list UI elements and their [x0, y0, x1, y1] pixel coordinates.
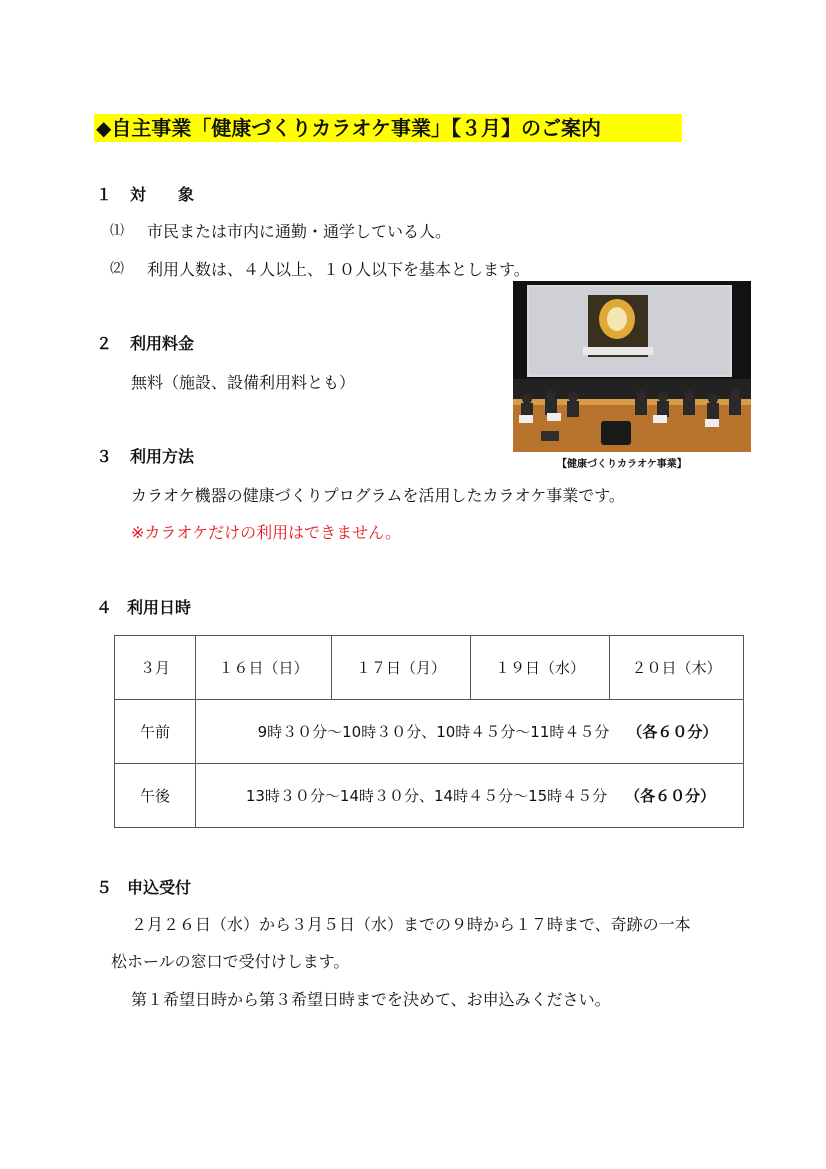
fee-text: 無料（施設、設備利用料とも） — [131, 373, 356, 392]
usage-note: ※カラオケだけの利用はできません。 — [131, 523, 402, 542]
item-2-marker: ⑵ — [110, 261, 124, 277]
section-5-heading: 申込受付 — [127, 878, 192, 897]
day-cell: １７日（月） — [332, 636, 471, 700]
application-line-2: 松ホールの窓口で受付けします。 — [111, 952, 350, 971]
karaoke-photo-illustration — [513, 281, 751, 452]
section-5-number: ５ — [96, 878, 113, 897]
section-4-number: ４ — [96, 598, 113, 617]
period-label: 午前 — [115, 700, 196, 764]
schedule-row-morning — [115, 700, 744, 764]
section-1-heading: 対 象 — [130, 185, 195, 204]
schedule-table — [114, 635, 744, 828]
time-cell — [196, 764, 744, 828]
time-cell — [196, 700, 744, 764]
photo-caption: 【健康づくりカラオケ事業】 — [557, 459, 687, 470]
time-range: 13時３０分～14時３０分、14時４５分～15時４５分 — [245, 787, 608, 805]
duration: （各６０分） — [625, 787, 716, 805]
duration: （各６０分） — [627, 723, 718, 741]
day-cell: １６日（日） — [196, 636, 332, 700]
section-4-heading: 利用日時 — [127, 598, 192, 617]
schedule-header-row — [115, 636, 744, 700]
day-cell: １９日（水） — [471, 636, 610, 700]
month-cell: ３月 — [115, 636, 196, 700]
section-2-heading: 利用料金 — [130, 334, 195, 353]
item-2-text: 利用人数は、４人以上、１０人以下を基本とします。 — [147, 260, 530, 279]
usage-text: カラオケ機器の健康づくりプログラムを活用したカラオケ事業です。 — [131, 486, 625, 505]
section-3-number: ３ — [96, 447, 113, 466]
section-2-number: ２ — [96, 334, 113, 353]
schedule-row-afternoon — [115, 764, 744, 828]
section-1-number: １ — [96, 185, 113, 204]
page-title: ◆自主事業「健康づくりカラオケ事業」【３月】のご案内 — [94, 114, 682, 142]
item-1-text: 市民または市内に通勤・通学している人。 — [147, 222, 452, 241]
item-1-marker: ⑴ — [110, 223, 124, 239]
period-label: 午後 — [115, 764, 196, 828]
day-cell: ２０日（木） — [610, 636, 744, 700]
application-line-3: 第１希望日時から第３希望日時までを決めて、お申込みください。 — [131, 990, 611, 1009]
karaoke-event-photo — [513, 281, 751, 452]
time-range: 9時３０分～10時３０分、10時４５分～11時４５分 — [257, 723, 610, 741]
application-line-1: ２月２６日（水）から３月５日（水）までの９時から１７時まで、奇跡の一本 — [131, 915, 691, 934]
section-3-heading: 利用方法 — [130, 447, 195, 466]
